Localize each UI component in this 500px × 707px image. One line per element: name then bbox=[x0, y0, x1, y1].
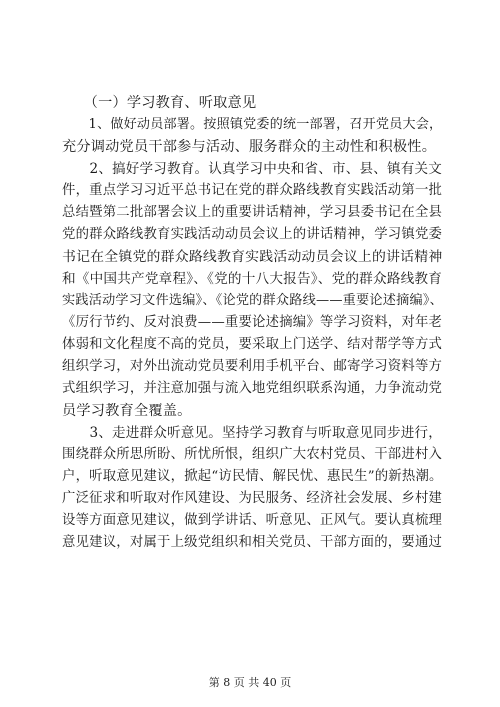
paragraph-line: 总结暨第二批部署会议上的重要讲话精神，学习县委书记在全县 bbox=[62, 205, 443, 220]
heading-line: （一）学习教育、听取意见 bbox=[62, 95, 257, 111]
paragraph-line: 式组织学习，并注意加强与流入地党组织联系沟通，力争流动党 bbox=[62, 381, 443, 396]
paragraph-line: 围绕群众所思所盼、所忧所恨，组织广大农村党员、干部进村入 bbox=[62, 447, 443, 462]
page-number-footer: 第 8 页 共 40 页 bbox=[208, 676, 292, 689]
paragraph-line: 3、走进群众听意见。坚持学习教育与听取意见同步进行， bbox=[62, 425, 442, 441]
paragraph-line: 组织学习，对外出流动党员要利用手机平台、邮寄学习资料等方 bbox=[62, 359, 443, 374]
paragraph-line: 《厉行节约、反对浪费——重要论述摘编》等学习资料，对年老 bbox=[62, 315, 443, 330]
paragraph-line: 户，听取意见建议，掀起“访民情、解民忧、惠民生”的新热潮。 bbox=[62, 469, 443, 484]
paragraph-line: 意见建议，对属于上级党组织和相关党员、干部方面的，要通过 bbox=[62, 535, 443, 550]
paragraph-line: 充分调动党员干部参与活动、服务群众的主动性和积极性。 bbox=[62, 139, 437, 155]
paragraph-line: 体弱和文化程度不高的党员，要采取上门送学、结对帮学等方式 bbox=[62, 337, 443, 352]
paragraph-line: 2、搞好学习教育。认真学习中央和省、市、县、镇有关文 bbox=[62, 161, 442, 177]
paragraph-line: 广泛征求和听取对作风建设、为民服务、经济社会发展、乡村建 bbox=[62, 491, 443, 506]
paragraph-line: 设等方面意见建议，做到学讲话、听意见、正风气。要认真梳理 bbox=[62, 513, 443, 528]
paragraph-line: 书记在全镇党的群众路线教育实践活动动员会议上的讲话精神 bbox=[62, 249, 443, 265]
body-text bbox=[62, 92, 442, 554]
paragraph-line: 和《中国共产党章程》、《党的十八大报告》、党的群众路线教育 bbox=[62, 271, 443, 287]
paragraph-line: 党的群众路线教育实践活动动员会议上的讲话精神，学习镇党委 bbox=[62, 227, 443, 242]
paragraph-line: 员学习教育全覆盖。 bbox=[62, 403, 192, 419]
paragraph-line: 实践活动学习文件选编》、《论党的群众路线——重要论述摘编》、 bbox=[62, 293, 443, 308]
paragraph-line: 1、做好动员部署。按照镇党委的统一部署，召开党员大会， bbox=[62, 117, 443, 132]
paragraph-line: 件，重点学习习近平总书记在党的群众路线教育实践活动第一批 bbox=[62, 183, 443, 198]
